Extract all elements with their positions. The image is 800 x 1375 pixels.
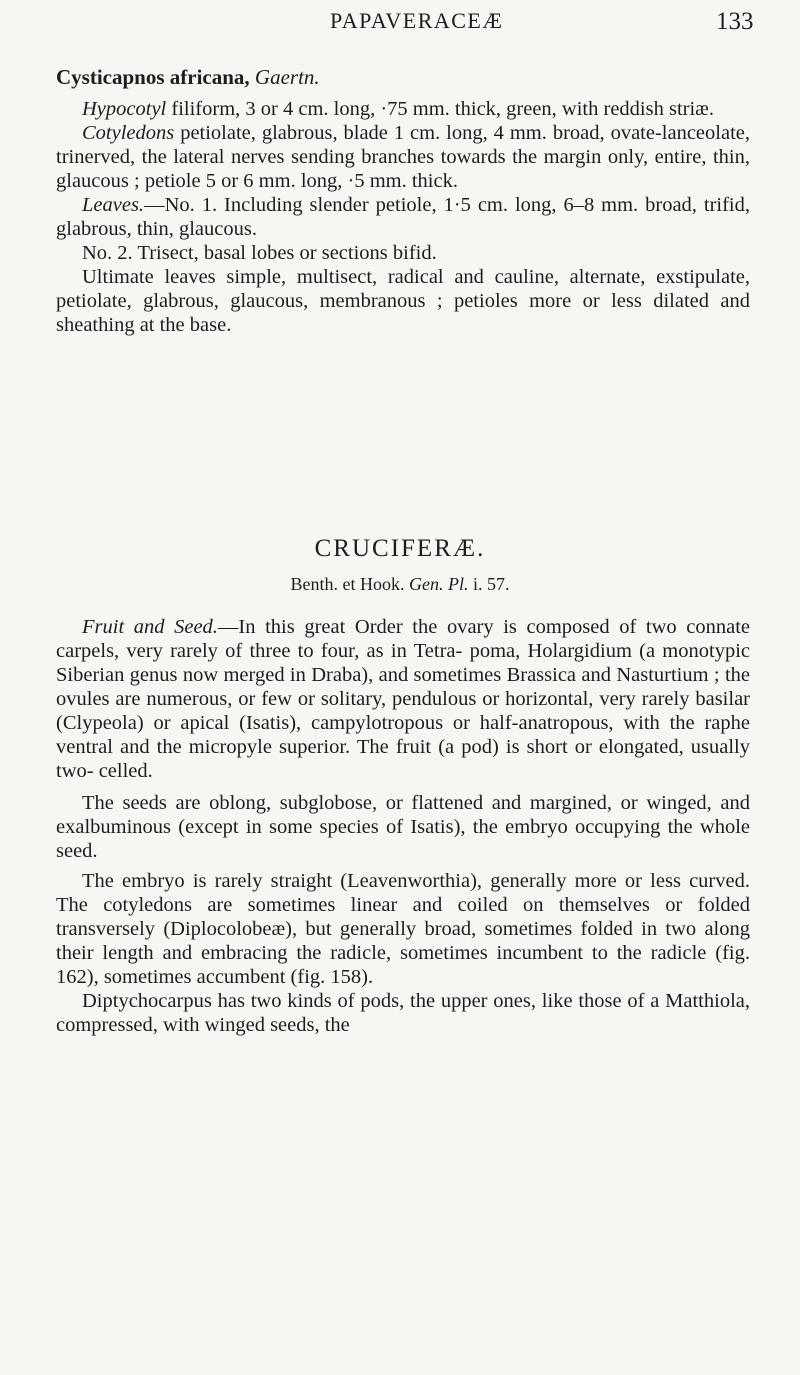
paragraph-term: Leaves. — [82, 194, 145, 216]
paragraph-term: Fruit and Seed. — [82, 616, 218, 638]
family-title: CRUCIFERÆ. — [314, 535, 486, 562]
cruciferae-description — [56, 615, 750, 1037]
paragraph-text: The embryo is rarely straight (Leavenworthia), generally more or less curved. The cotyledons are sometimes linear and coiled on themselves or folded transversely (Diplocolobeæ), but generally broad, sometimes folded in two along their length and embracing the radicle, sometimes incumbent to the radicle (fig. 162), sometimes accumbent (fig. 158). — [56, 870, 750, 988]
paragraph — [56, 193, 750, 241]
paragraph — [56, 989, 750, 1037]
paragraph-text: No. 2. Trisect, basal lobes or sections bifid. — [82, 242, 437, 264]
paragraph — [56, 241, 750, 265]
species-heading — [56, 65, 320, 90]
family-citation — [0, 574, 800, 595]
paragraph — [56, 615, 750, 783]
paragraph — [56, 265, 750, 337]
paragraph-text: —In this great Order the ovary is composed of two connate carpels, very rarely of three to four, as in Tetra- poma, Holargidium (a monotypic Siberian genus now merged in Draba), and sometimes Brassica and Nasturtium ; the ovules are numerous, or few or solitary, pendulous or horizontal, very rarely basilar (Clypeola) or apical (Isatis), campylotropous or half-anatropous, with the raphe ventral and the micropyle superior. The fruit (a pod) is short or elongated, usually two- celled. — [56, 616, 750, 782]
paragraph-text: —No. 1. Including slender petiole, 1·5 cm. long, 6–8 mm. broad, trifid, glabrous, thin, glaucous. — [56, 194, 750, 240]
citation-authors: Benth. et Hook. — [290, 574, 409, 594]
paragraph-term: Cotyledons — [82, 122, 175, 144]
page-header — [0, 8, 800, 38]
page-number: 133 — [716, 8, 754, 35]
papaveraceae-description — [56, 97, 750, 337]
paragraph-text: Ultimate leaves simple, multisect, radical and cauline, alternate, exstipulate, petiolate, glabrous, glaucous, membranous ; petioles more or less dilated and sheathing at the base. — [56, 266, 750, 336]
species-authority: Gaertn. — [254, 65, 320, 89]
running-head: PAPAVERACEÆ — [330, 8, 504, 33]
paragraph — [56, 121, 750, 193]
paragraph-term: Hypocotyl — [82, 98, 167, 120]
citation-work: Gen. Pl. — [409, 574, 469, 594]
species-name: Cysticapnos africana, — [56, 65, 250, 89]
paragraph — [56, 97, 750, 121]
citation-volume: i. 57. — [468, 574, 510, 594]
paragraph-text: filiform, 3 or 4 cm. long, ·75 mm. thick, green, with reddish striæ. — [166, 98, 714, 120]
paragraph-text: Diptychocarpus has two kinds of pods, the upper ones, like those of a Matthiola, compressed, with winged seeds, the — [56, 990, 750, 1036]
paragraph — [56, 791, 750, 863]
paragraph-text: The seeds are oblong, subglobose, or flattened and margined, or winged, and exalbuminous (except in some species of Isatis), the embryo occupying the whole seed. — [56, 792, 750, 862]
paragraph-text: petiolate, glabrous, blade 1 cm. long, 4 mm. broad, ovate-lanceolate, trinerved, the lateral nerves sending branches towards the margin only, entire, thin, glaucous ; petiole 5 or 6 mm. long, ·5 mm. thick. — [56, 122, 750, 192]
paragraph — [56, 869, 750, 989]
